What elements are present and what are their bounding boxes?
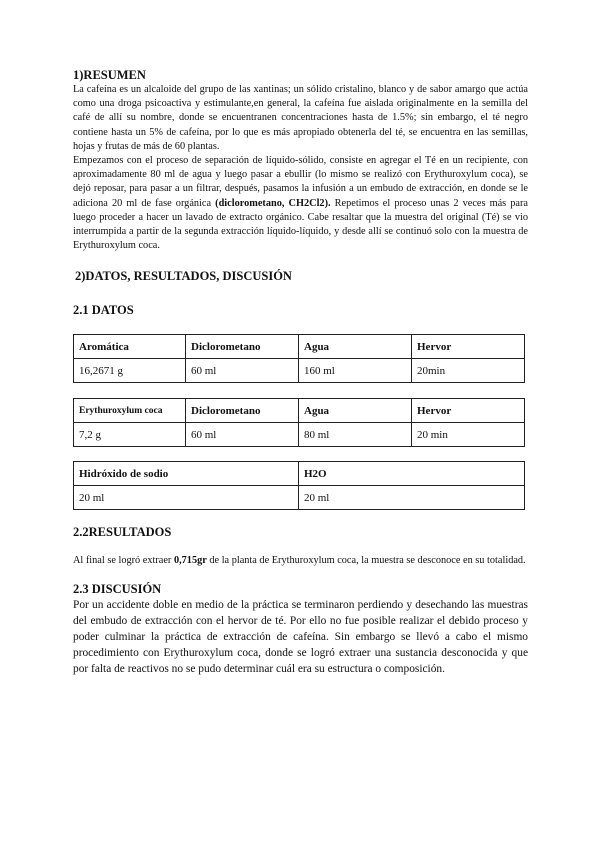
resumen-paragraph-1: La cafeína es un alcaloide del grupo de las xantinas; un sólido cristalino, blanco y de sabor amargo que actúa como una droga psicoactiva y estimulante,en general, la cafeína fue aislada originalmente en la semilla del café de allí su nombre, donde se encuentranen concentraciones hasta de 1.5%; sin embargo, el té negro contiene hasta un 5% de cafeína, por lo que es más apropiado obtenerla del té, se encuentra en las semillas, hojas y frutas de más de 60 plantas. — [73, 84, 528, 152]
data-table-aromatica — [73, 334, 525, 383]
table-cell: 20 min — [412, 423, 525, 447]
table-cell: 60 ml — [186, 423, 299, 447]
table-cell: 80 ml — [299, 423, 412, 447]
resultados-paragraph — [73, 554, 528, 568]
data-table-erythuroxylum — [73, 398, 525, 447]
document-page — [73, 68, 528, 678]
table-cell: 60 ml — [186, 359, 299, 383]
table-cell: 20 ml — [74, 486, 299, 510]
table-header-row — [74, 335, 525, 359]
table-header-cell: Aromática — [74, 335, 186, 359]
table-cell: 20 ml — [299, 486, 525, 510]
table-cell: 160 ml — [299, 359, 412, 383]
discusion-paragraph: Por un accidente doble en medio de la práctica se terminaron perdiendo y desechando las muestras del embudo de extracción con el hervor de té. Por ello no fue posible realizar el debido proceso y poder culminar la práctica de extracción de cafeína. Sin embargo se llevó a cabo el mismo procedimiento con Erythuroxylum coca, donde se logró extraer una sustancia desconocida y que por falta de reactivos no se pudo determinar cuál era su estructura o composición. — [73, 598, 528, 676]
table-cell: 20min — [412, 359, 525, 383]
resultados-heading: 2.2RESULTADOS — [73, 525, 172, 540]
data-table-hidroxido — [73, 461, 525, 510]
datos-subheading: 2.1 DATOS — [73, 303, 134, 318]
table-header-cell: Diclorometano — [186, 335, 299, 359]
table-header-cell: Agua — [299, 335, 412, 359]
table-header-cell: Diclorometano — [186, 399, 299, 423]
table-header-cell: H2O — [299, 462, 525, 486]
resumen-p2-bold: (diclorometano, CH2Cl2). — [215, 197, 331, 209]
resultados-text-b: de la planta de Erythuroxylum coca, la muestra se desconoce en su totalidad. — [206, 555, 526, 567]
resultados-text-a: Al final se logró extraer — [73, 555, 174, 567]
resumen-paragraph-2 — [73, 154, 528, 253]
table-header-cell: Hervor — [412, 335, 525, 359]
discusion-heading: 2.3 DISCUSIÓN — [73, 581, 162, 596]
table-row — [74, 423, 525, 447]
table-cell: 16,2671 g — [74, 359, 186, 383]
table-cell: 7,2 g — [74, 423, 186, 447]
datos-resultados-heading: 2)DATOS, RESULTADOS, DISCUSIÓN — [75, 269, 292, 284]
resumen-p2-text-b: Repetimos el proceso unas 2 veces más para luego proceder a hacer un lavado de extracto orgánico. Cabe resaltar que la muestra del original (Té) se vio interrumpida a partir de la segunda extracción líquido-líquido, y desde allí se continuó solo con la muestra de Erythuroxylum coca. — [73, 197, 528, 252]
table-header-row — [74, 399, 525, 423]
table-header-row — [74, 462, 525, 486]
table-header-cell: Agua — [299, 399, 412, 423]
resumen-heading: 1)RESUMEN — [73, 68, 146, 82]
table-header-cell: Erythuroxylum coca — [74, 399, 186, 423]
table-header-cell: Hervor — [412, 399, 525, 423]
table-header-cell: Hidróxido de sodio — [74, 462, 299, 486]
table-row — [74, 486, 525, 510]
resultados-bold-value: 0,715gr — [173, 555, 207, 567]
resumen-p2-text-a: Empezamos con el proceso de separación de líquido-sólido, consiste en agregar el Té en un recipiente, con aproximadamente 80 ml de agua y luego pasar a ebullir (lo mismo se realizó con Erythuroxylum coca), se dejó reposar, para pasar a un filtrar, después, pasamos la infusión a un embudo de extracción, en donde se le adiciona 20 ml de fase orgánica — [73, 155, 528, 209]
table-row — [74, 359, 525, 383]
